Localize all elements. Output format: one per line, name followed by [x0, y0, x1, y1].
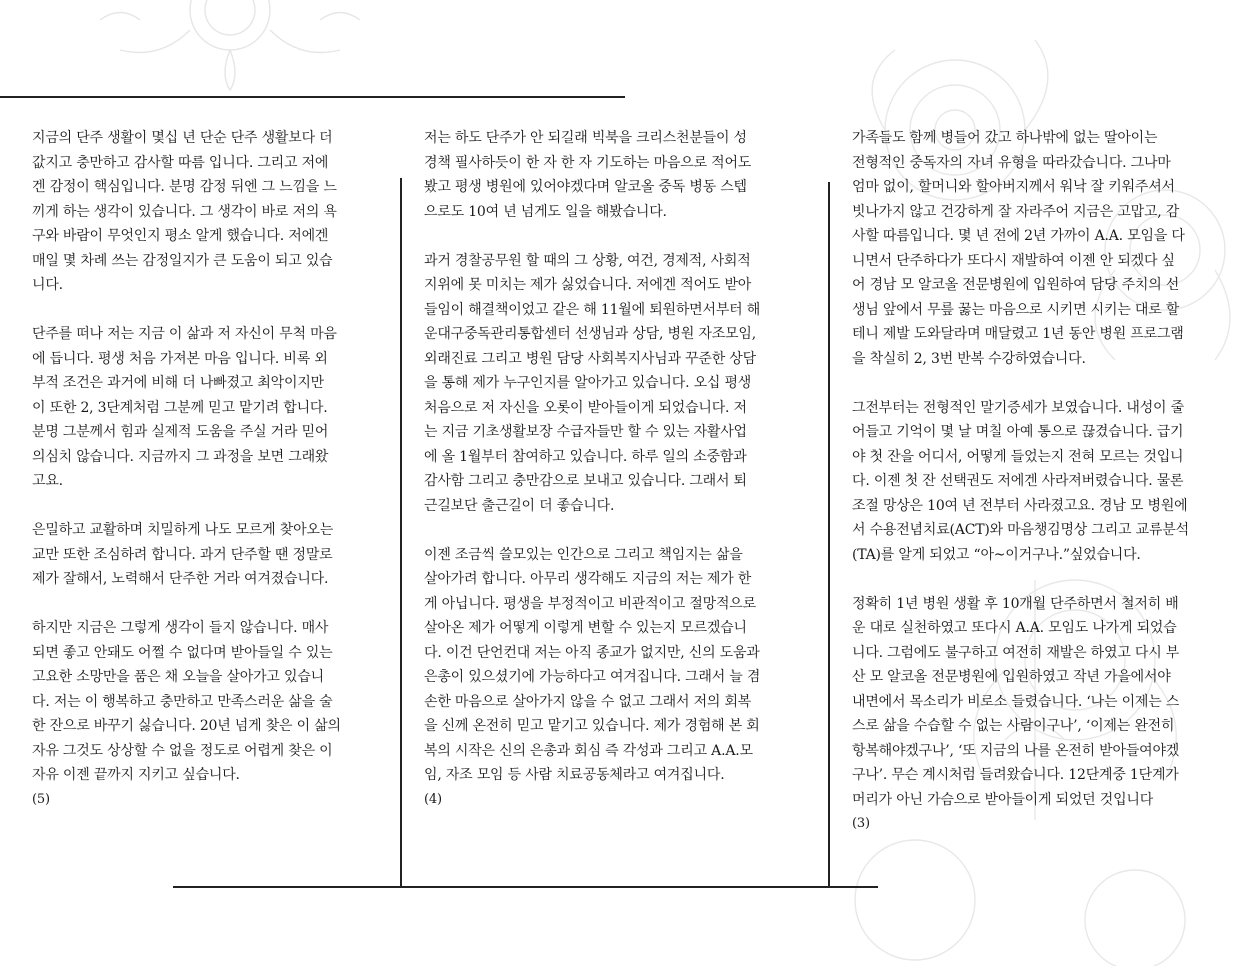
paragraph: 이젠 조금씩 쓸모있는 인간으로 그리고 책임지는 삶을 살아가려 합니다. 아무리 생각해도 지금의 저는 제가 한 게 아닙니다. 평생을 부정적이고 비관적이고 절망적으로 살아온 제가 어떻게 이렇게 변할 수 있는지 모르겠습니 다. 이건 단언컨대 저는 아직 종교가 없지만, 신의 도움과 은총이 있으셨기에 가능하다고 여겨집니다. 그래서 늘 겸 손한 마음으로 살아가지 않을 수 없고 그래서 저의 회복 을 신께 온전히 믿고 맡기고 있습니다. 제가 경험해 본 회 복의 시작은 신의 은총과 회심 즉 각성과 그리고 A.A.모 임, 자조 모임 등 사람 치료공동체라고 여겨집니다.	[424, 546, 761, 783]
paragraph: 저는 하도 단주가 안 되길래 빅북을 크리스천분들이 성 경책 필사하듯이 한 자 한 자 기도하는 마음으로 적어도 봤고 평생 병원에 있어야겠다며 알코올 중독 병동 스텝 으로도 10여 년 넘게도 일을 해봤습니다.	[424, 130, 752, 220]
paragraph: 그전부터는 전형적인 말기증세가 보였습니다. 내성이 줄 어들고 기억이 몇 날 며칠 아예 통으로 끊겼습니다. 급기 야 첫 잔을 어디서, 어떻게 들었는지 전혀 모르는 것입니 다. 이젠 첫 잔 선택권도 저에겐 사라져버렸습니다. 물론 조절 망상은 10여 년 전부터 사라졌고요. 경남 모 병원에 서 수용전념치료(ACT)와 마음챙김명상 그리고 교류분석 (TA)를 알게 되었고 “아~이거구나.”싶었습니다.	[852, 399, 1189, 563]
page-number: (4)	[424, 791, 442, 807]
column-divider-2	[828, 182, 830, 887]
paragraph: 과거 경찰공무원 할 때의 그 상황, 여건, 경제적, 사회적 지위에 못 미치는 제가 싫었습니다. 저에겐 적어도 받아 들임이 해결책이었고 같은 해 11월에 퇴원하면서부터 해 운대구중독관리통합센터 선생님과 상담, 병원 자조모임, 외래진료 그리고 병원 담당 사회복지사님과 꾸준한 상담 을 통해 제가 누구인지를 알아가고 있습니다. 오십 평생 처음으로 저 자신을 오롯이 받아들이게 되었습니다. 저 는 지금 기초생활보장 수급자들만 할 수 있는 자활사업 에 올 1월부터 참여하고 있습니다. 하루 일의 소중함과 감사함 그리고 충만감으로 보내고 있습니다. 그래서 퇴 근길보단 출근길이 더 좋습니다.	[424, 252, 761, 514]
column-page-4	[424, 126, 816, 812]
paragraph: 하지만 지금은 그렇게 생각이 들지 않습니다. 매사 되면 좋고 안돼도 어쩔 수 없다며 받아들일 수 있는 고요한 소망만을 품은 채 오늘을 살아가고 있습니 다. 저는 이 행복하고 충만하고 만족스러운 삶을 술 한 잔으로 바꾸기 싫습니다. 20년 넘게 찾은 이 삶의 자유 그것도 상상할 수 없을 정도로 어렵게 찾은 이 자유 이젠 끝까지 지키고 싶습니다.	[32, 620, 341, 783]
bottom-rule	[173, 886, 878, 888]
paragraph: 은밀하고 교활하며 치밀하게 나도 모르게 찾아오는 교만 또한 조심하려 합니다. 과거 단주할 땐 정말로 제가 잘해서, 노력해서 단주한 거라 여겨졌습니다.	[32, 522, 334, 587]
page-number: (5)	[32, 791, 50, 807]
paragraph: 단주를 떠나 저는 지금 이 삶과 저 자신이 무척 마음 에 듭니다. 평생 처음 가져본 마음 입니다. 비록 외 부적 조건은 과거에 비해 더 나빠졌고 최악이지만 이 또한 2, 3단계처럼 그분께 믿고 맡기려 합니다. 분명 그분께서 힘과 실제적 도움을 주실 거라 믿어 의심치 않습니다. 지금까지 그 과정을 보면 그래왔 고요.	[32, 326, 337, 489]
floral-ornament-top-left	[80, 0, 380, 95]
column-page-3	[852, 126, 1244, 837]
top-rule	[0, 96, 625, 98]
paragraph: 정확히 1년 병원 생활 후 10개월 단주하면서 철저히 배 운 대로 실천하였고 또다시 A.A. 모임도 나가게 되었습 니다. 그럼에도 불구하고 여전히 재발은 하였고 다시 부 산 모 알코올 전문병원에 입원하였고 작년 가을에서야 내면에서 목소리가 비로소 들렸습니다. ‘나는 이제는 스 스로 삶을 수습할 수 없는 사람이구나’, ‘이제는 완전히 항복해야겠구나’, ‘또 지금의 나를 온전히 받아들여야겠 구나’. 무슨 계시처럼 들려왔습니다. 12단계중 1단계가 머리가 아닌 가슴으로 받아들이게 되었던 것입니다	[852, 595, 1180, 808]
paragraph: 가족들도 함께 병들어 갔고 하나밖에 없는 딸아이는 전형적인 중독자의 자녀 유형을 따라갔습니다. 그나마 엄마 없이, 할머니와 할아버지께서 워낙 잘 키워주셔서 빗나가지 않고 건강하게 잘 자라주어 지금은 고맙고, 감 사할 따름입니다. 몇 년 전에 2년 가까이 A.A. 모임을 다 니면서 단주하다가 또다시 재발하여 이젠 안 되겠다 싶 어 경남 모 알코올 전문병원에 입원하여 담당 주치의 선 생님 앞에서 무릎 꿇는 마음으로 시키면 시키는 대로 할 테니 제발 도와달라며 매달렸고 1년 동안 병원 프로그램 을 착실히 2, 3번 반복 수강하였습니다.	[852, 130, 1185, 367]
column-divider-1	[400, 178, 402, 886]
column-page-5	[32, 126, 392, 812]
paragraph: 지금의 단주 생활이 몇십 년 단순 단주 생활보다 더 값지고 충만하고 감사할 따름 입니다. 그리고 저에 겐 감정이 핵심입니다. 분명 감정 뒤엔 그 느낌을 느 끼게 하는 생각이 있습니다. 그 생각이 바로 저의 욕 구와 바람이 무엇인지 평소 알게 했습니다. 저에겐 매일 몇 차례 쓰는 감정일지가 큰 도움이 되고 있습 니다.	[32, 130, 337, 293]
page-number: (3)	[852, 816, 870, 831]
